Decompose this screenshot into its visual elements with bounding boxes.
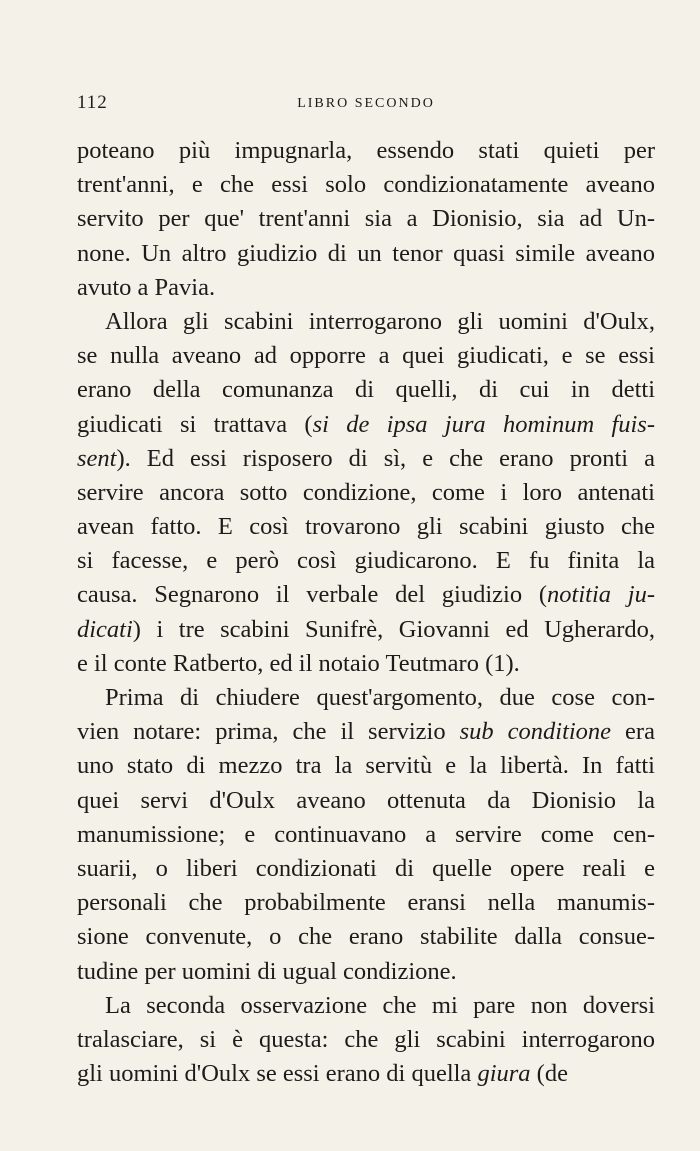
text-run: e il conte Ratberto, ed il notaio Teutmaro (1). (77, 649, 520, 677)
text-run: vien notare: prima, che il servizio (77, 718, 460, 746)
text-line (77, 510, 655, 544)
text-line (77, 305, 655, 339)
text-line (77, 613, 655, 647)
text-run: era (611, 718, 655, 746)
text-line (77, 749, 655, 783)
text-line (77, 818, 655, 852)
text-run: Prima di chiudere quest'argomento, due cose con- (105, 684, 655, 711)
text-run: se nulla aveano ad opporre a quei giudicati, e se essi (77, 342, 655, 370)
text-line (77, 544, 655, 578)
text-run: suarii, o liberi condizionati di quelle opere reali e (77, 854, 655, 882)
text-run: servito per que' trent'anni sia a Dionisio, sia ad Un- (77, 205, 655, 233)
text-run: tralasciare, si è questa: che gli scabini interrogarono (77, 1025, 655, 1053)
text-run: manumissione; e continuavano a servire come cen- (77, 820, 655, 848)
text-run: avean fatto. E così trovarono gli scabini giusto che (77, 513, 655, 541)
text-line (77, 852, 655, 886)
paragraph (77, 134, 655, 305)
text-run: ). Ed essi risposero di sì, e che erano pronti a (116, 444, 655, 472)
paragraph (77, 305, 655, 681)
text-line (77, 578, 655, 612)
text-run: servire ancora sotto condizione, come i loro antenati (77, 478, 655, 506)
text-run: personali che probabilmente eransi nella manumis- (77, 889, 655, 917)
text-run: ) i tre scabini Sunifrè, Giovanni ed Ugherardo, (132, 615, 655, 643)
text-line (77, 784, 655, 818)
text-line (77, 202, 655, 236)
text-run: (de (530, 1060, 568, 1088)
text-line (77, 886, 655, 920)
text-line (77, 1023, 655, 1057)
text-run: causa. Segnarono il verbale del giudizio ( (77, 581, 548, 609)
text-run: poteano più impugnarla, essendo stati quieti per (77, 137, 655, 164)
page-number: 112 (77, 92, 108, 113)
text-line (77, 442, 655, 476)
text-run: uno stato di mezzo tra la servitù e la libertà. In fatti (77, 752, 655, 780)
paragraph (77, 681, 655, 989)
text-run: gli uomini d'Oulx se essi erano di quella (77, 1060, 478, 1088)
text-run: trent'anni, e che essi solo condizionatamente aveano (77, 171, 655, 199)
body-text (77, 134, 655, 1091)
text-run: tudine per uomini di ugual condizione. (77, 957, 457, 985)
running-head: LIBRO SECONDO (297, 96, 435, 111)
text-run: erano della comunanza di quelli, di cui in detti (77, 376, 655, 404)
text-run: La seconda osservazione che mi pare non doversi (105, 991, 655, 1019)
italic-text: dicati (77, 615, 133, 643)
text-run: avuto a Pavia. (77, 273, 216, 301)
italic-text: sub conditione (459, 718, 612, 746)
italic-text: sent (77, 444, 117, 472)
text-run: giudicati si trattava ( (77, 410, 313, 438)
text-line (77, 681, 655, 715)
text-run: si facesse, e però così giudicarono. E fu finita la (77, 547, 655, 575)
text-line (77, 408, 655, 442)
page-header (77, 92, 655, 116)
text-line (77, 715, 655, 749)
text-line (77, 476, 655, 510)
text-line (77, 134, 655, 168)
text-line (77, 237, 655, 271)
text-line (77, 1057, 655, 1091)
paragraph (77, 989, 655, 1092)
text-line (77, 647, 655, 681)
text-run: none. Un altro giudizio di un tenor quasi simile aveano (77, 239, 655, 267)
text-run: sione convenute, o che erano stabilite dalla consue- (77, 923, 655, 951)
italic-text: si de ipsa jura hominum fuis- (312, 410, 655, 438)
italic-text: notitia ju- (547, 581, 655, 609)
text-line (77, 920, 655, 954)
text-run: Allora gli scabini interrogarono gli uomini d'Oulx, (105, 307, 655, 335)
text-line (77, 989, 655, 1023)
text-line (77, 168, 655, 202)
text-line (77, 955, 655, 989)
text-line (77, 339, 655, 373)
italic-text: giura (477, 1060, 531, 1088)
text-line (77, 271, 655, 305)
text-run: quei servi d'Oulx aveano ottenuta da Dionisio la (77, 786, 655, 814)
text-line (77, 373, 655, 407)
